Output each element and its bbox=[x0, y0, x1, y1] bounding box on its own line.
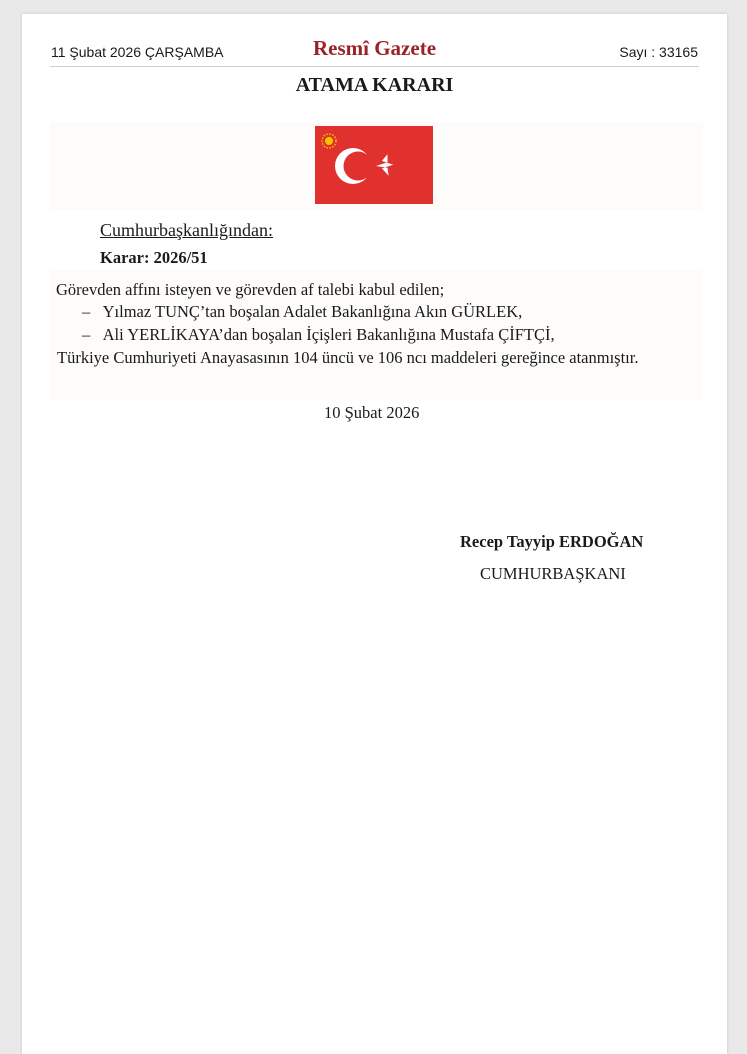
document-page bbox=[22, 14, 727, 1054]
publication-title: Resmî Gazete bbox=[312, 36, 437, 60]
document-title: ATAMA KARARI bbox=[295, 74, 454, 96]
presidential-flag-icon bbox=[315, 126, 433, 204]
decision-number: Karar: 2026/51 bbox=[100, 248, 208, 267]
decision-date: 10 Şubat 2026 bbox=[324, 403, 420, 422]
signatory-title: CUMHURBAŞKANI bbox=[480, 564, 626, 583]
closing-text: Türkiye Cumhuriyeti Anayasasının 104 üncü ve 106 ncı maddeleri gereğince atanmıştır. bbox=[57, 348, 639, 367]
masthead bbox=[50, 36, 699, 67]
bullet: – bbox=[82, 325, 91, 344]
list-item bbox=[82, 325, 555, 345]
issue-date: 11 Şubat 2026 ÇARŞAMBA bbox=[51, 44, 224, 60]
issue-number: Sayı : 33165 bbox=[619, 44, 698, 60]
signatory-name: Recep Tayyip ERDOĞAN bbox=[460, 532, 644, 551]
appointment-text: Yılmaz TUNÇ’tan boşalan Adalet Bakanlığına Akın GÜRLEK, bbox=[102, 302, 523, 321]
appointment-text: Ali YERLİKAYA’dan boşalan İçişleri Bakanlığına Mustafa ÇİFTÇİ, bbox=[102, 325, 555, 344]
list-item bbox=[82, 302, 522, 322]
bullet: – bbox=[82, 302, 91, 321]
intro-text: Görevden affını isteyen ve görevden af talebi kabul edilen; bbox=[56, 280, 445, 299]
issuing-authority: Cumhurbaşkanlığından: bbox=[100, 220, 273, 240]
